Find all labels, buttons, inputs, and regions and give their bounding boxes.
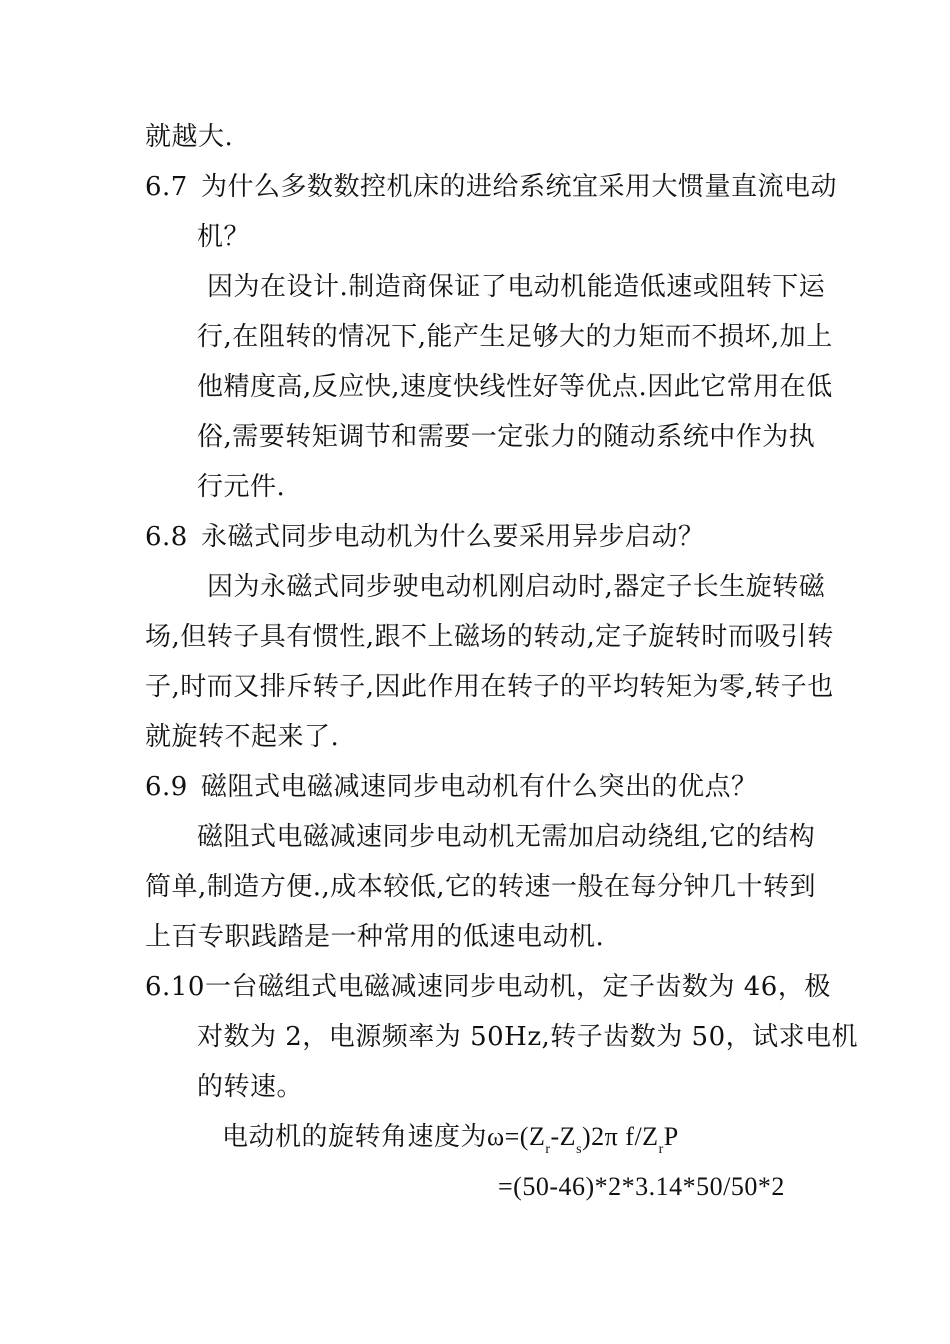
answer-line: 上百专职践踏是一种常用的低速电动机. xyxy=(145,922,605,952)
answer-line: 简单,制造方便.,成本较低,它的转速一般在每分钟几十转到 xyxy=(145,872,817,902)
formula-prefix: 电动机的旋转角速度为 xyxy=(222,1122,488,1151)
omega-symbol: ω xyxy=(487,1122,505,1151)
answer-line: 因为在设计.制造商保证了电动机能造低速或阻转下运 xyxy=(207,272,826,302)
answer-line: 行元件. xyxy=(197,472,286,502)
question-text: 永磁式同步电动机为什么要采用异步启动？ xyxy=(201,522,705,552)
formula-line-2: =(50-46)*2*3.14*50/50*2 xyxy=(498,1172,785,1201)
answer-line: 场,但转子具有惯性,跟不上磁场的转动,定子旋转时而吸引转 xyxy=(145,622,834,652)
question-number: 6.7 xyxy=(145,172,188,202)
answer-line: 就旋转不起来了. xyxy=(145,722,340,752)
question-text: 一台磁组式电磁减速同步电动机，定子齿数为 46，极 xyxy=(205,972,831,1002)
question-text: 磁阻式电磁减速同步电动机有什么突出的优点？ xyxy=(201,772,758,802)
question-6-10 xyxy=(145,970,831,1004)
answer-line: 俗,需要转矩调节和需要一定张力的随动系统中作为执 xyxy=(197,422,816,452)
text-line: 就越大. xyxy=(145,122,234,152)
question-text: 为什么多数数控机床的进给系统宜采用大惯量直流电动 xyxy=(201,172,838,202)
question-6-9 xyxy=(145,770,758,804)
answer-line: 因为永磁式同步驶电动机刚启动时,器定子长生旋转磁 xyxy=(207,572,826,602)
question-6-8 xyxy=(145,520,705,554)
question-text-cont: 机？ xyxy=(197,222,251,252)
question-number: 6.8 xyxy=(145,522,188,552)
answer-line: 磁阻式电磁减速同步电动机无需加启动绕组,它的结构 xyxy=(197,822,816,852)
answer-line: 他精度高,反应快,速度快线性好等优点.因此它常用在低 xyxy=(197,372,833,402)
answer-line: 行,在阻转的情况下,能产生足够大的力矩而不损坏,加上 xyxy=(197,322,833,352)
question-text-cont: 的转速。 xyxy=(197,1072,304,1102)
question-number: 6.10 xyxy=(145,972,205,1002)
question-6-7 xyxy=(145,170,837,204)
question-number: 6.9 xyxy=(145,772,188,802)
formula-line-1: 电动机的旋转角速度为$\omega=(Z_r-Z_s)2\pi$ $f/Z_rP$ xyxy=(222,1122,679,1157)
question-text-cont: 对数为 2，电源频率为 50Hz,转子齿数为 50，试求电机 xyxy=(197,1022,859,1052)
answer-line: 子,时而又排斥转子,因此作用在转子的平均转矩为零,转子也 xyxy=(145,672,834,702)
